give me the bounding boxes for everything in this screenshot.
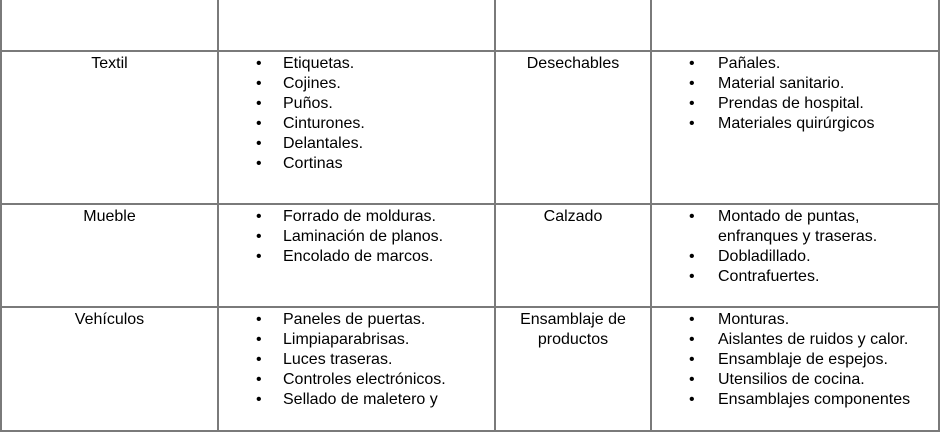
table-row [1, 307, 939, 431]
list-cell [651, 0, 939, 51]
item-list [652, 54, 938, 134]
item-list [219, 207, 494, 267]
category-cell [1, 51, 218, 204]
table-row [1, 51, 939, 204]
category-label: Vehículos [74, 311, 145, 328]
list-item: • Cojines. [219, 74, 494, 94]
list-item: • Luces traseras. [219, 350, 494, 370]
list-item: • Utensilios de cocina. [652, 370, 938, 390]
table-row [1, 204, 939, 307]
list-item: • Ensamblajes componentes [652, 390, 938, 410]
list-item: • Forrado de molduras. [219, 207, 494, 227]
list-cell [651, 307, 939, 431]
item-list [652, 310, 938, 410]
list-item: • Materiales quirúrgicos [652, 114, 938, 134]
category-label: Desechables [526, 55, 620, 72]
list-item: • Paneles de puertas. [219, 310, 494, 330]
item-list [652, 207, 938, 287]
category-label: Textil [91, 55, 128, 72]
category-cell [495, 204, 651, 307]
category-cell [1, 307, 218, 431]
list-item: • Aislantes de ruidos y calor. [652, 330, 938, 350]
category-cell [495, 307, 651, 431]
list-item: • Etiquetas. [219, 54, 494, 74]
list-item: • Delantales. [219, 134, 494, 154]
list-item: • Pañales. [652, 54, 938, 74]
category-label: Mueble [83, 208, 136, 225]
category-cell [1, 204, 218, 307]
list-item: • Material sanitario. [652, 74, 938, 94]
category-cell [495, 0, 651, 51]
list-item: • Montado de puntas, enfranques y traseras. [652, 207, 938, 247]
category-label: Ensamblaje de productos [520, 311, 626, 348]
list-item: • Laminación de planos. [219, 227, 494, 247]
list-item: • Monturas. [652, 310, 938, 330]
list-cell [218, 51, 495, 204]
list-item: • Cortinas [219, 154, 494, 174]
list-item: • Puños. [219, 94, 494, 114]
list-cell [218, 307, 495, 431]
list-item: • Dobladillado. [652, 247, 938, 267]
category-cell [495, 51, 651, 204]
category-label: Calzado [543, 208, 603, 225]
table-row [1, 0, 939, 51]
list-item: • Encolado de marcos. [219, 247, 494, 267]
list-item: • Sellado de maletero y [219, 390, 494, 410]
item-list [219, 54, 494, 174]
list-item: • Prendas de hospital. [652, 94, 938, 114]
list-cell [651, 204, 939, 307]
list-cell [218, 204, 495, 307]
list-cell [218, 0, 495, 51]
list-cell [651, 51, 939, 204]
list-item: • Limpiaparabrisas. [219, 330, 494, 350]
category-cell [1, 0, 218, 51]
list-item: • Controles electrónicos. [219, 370, 494, 390]
item-list [219, 310, 494, 410]
list-item: • Cinturones. [219, 114, 494, 134]
list-item: • Ensamblaje de espejos. [652, 350, 938, 370]
list-item: • Contrafuertes. [652, 267, 938, 287]
